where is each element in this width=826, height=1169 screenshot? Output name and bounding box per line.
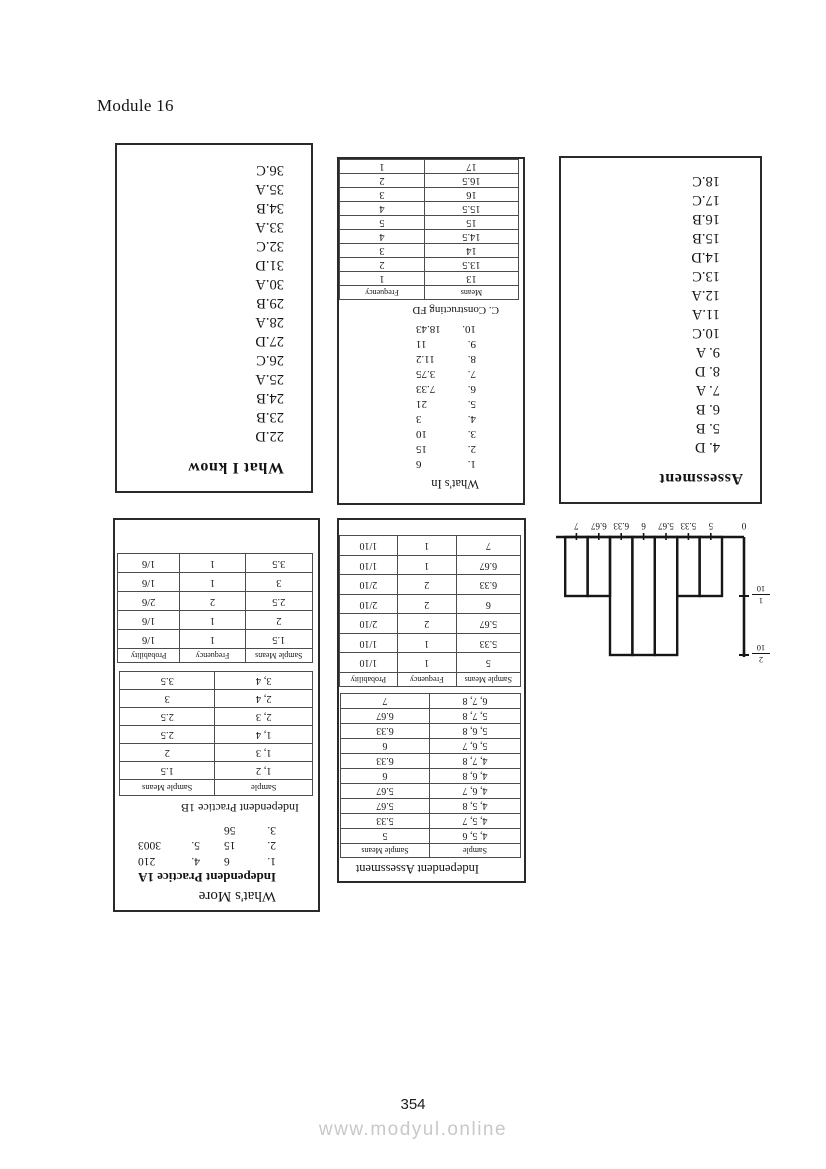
practice-1b-probability-table <box>117 554 313 664</box>
cell-probability: 1/6 <box>118 554 180 573</box>
answer-item: 6. B <box>695 401 720 417</box>
item-number: 7. <box>467 368 476 380</box>
cell-probability: 1/10 <box>340 536 398 556</box>
table-row <box>340 634 521 654</box>
cell-frequency: 1 <box>397 653 456 673</box>
list-item <box>416 396 476 411</box>
table-row <box>341 814 521 829</box>
cell-sample-mean: 6.67 <box>341 709 430 724</box>
cell-frequency: 1 <box>180 611 245 630</box>
list-item <box>416 411 476 426</box>
list-item <box>138 853 200 869</box>
assessment-answers <box>561 171 720 456</box>
list-item <box>416 351 476 366</box>
table-row <box>341 799 521 814</box>
cell-sample-mean: 5.67 <box>341 784 430 799</box>
table-row <box>340 653 521 673</box>
table-row <box>118 592 313 611</box>
cell-probability: 1/10 <box>340 634 398 654</box>
table-row <box>340 272 519 286</box>
item-value: 3.75 <box>416 368 436 380</box>
table-row <box>340 202 519 216</box>
item-number: 9. <box>467 338 476 350</box>
cell-frequency: 5 <box>340 216 425 230</box>
cell-sample: 4, 6, 7 <box>430 784 521 799</box>
cell-sample-mean: 5 <box>341 829 430 844</box>
item-number: 4. <box>467 413 476 425</box>
column-header: Probability <box>340 673 398 687</box>
cell-probability: 2/10 <box>340 595 398 615</box>
svg-text:10: 10 <box>756 643 766 653</box>
list-item <box>416 456 476 471</box>
list-item <box>416 381 476 396</box>
cell-sample: 5, 6, 8 <box>430 724 521 739</box>
list-item <box>416 441 476 456</box>
independent-practice-1a-title: Independent Practice 1A <box>138 870 276 885</box>
column-header: Frequency <box>340 286 425 300</box>
table-row <box>340 188 519 202</box>
cell-sample: 1, 2 <box>215 762 313 780</box>
table-row <box>340 258 519 272</box>
cell-sample-mean: 7 <box>341 694 430 709</box>
fd-table <box>339 159 519 300</box>
answer-item: 22.D <box>255 428 284 444</box>
what-i-know-box <box>115 143 313 493</box>
cell-sample: 5, 7, 8 <box>430 709 521 724</box>
svg-text:10: 10 <box>756 584 766 594</box>
answer-item: 16.B <box>692 211 720 227</box>
item-value: 56 <box>224 824 236 836</box>
cell-frequency: 2 <box>180 592 245 611</box>
cell-frequency: 2 <box>340 258 425 272</box>
cell-frequency: 1 <box>340 272 425 286</box>
cell-sample-mean: 6.67 <box>456 556 520 576</box>
cell-frequency: 1 <box>340 160 425 174</box>
cell-sample-mean: 3 <box>245 573 312 592</box>
cell-frequency: 4 <box>340 202 425 216</box>
table-row <box>120 762 313 780</box>
answer-item: 10.C <box>692 325 720 341</box>
table-row <box>120 708 313 726</box>
item-number: 8. <box>467 353 476 365</box>
item-value: 21 <box>416 398 427 410</box>
answer-item: 34.B <box>256 200 284 216</box>
column-header: Sample Means <box>120 780 216 796</box>
item-number: 6. <box>467 383 476 395</box>
cell-frequency: 3 <box>340 188 425 202</box>
table-row <box>340 160 519 174</box>
cell-sample: 2, 4 <box>215 690 313 708</box>
table-row <box>340 174 519 188</box>
answer-item: 14.D <box>691 249 720 265</box>
cell-sample-mean: 6.33 <box>341 754 430 769</box>
list-item <box>224 853 276 869</box>
cell-sample-mean: 5.33 <box>341 814 430 829</box>
table-row <box>341 694 521 709</box>
answer-item: 33.A <box>255 219 284 235</box>
svg-text:1: 1 <box>758 596 764 606</box>
item-number: 5. <box>191 839 200 852</box>
assessment-content <box>561 158 760 502</box>
cell-sample: 4, 5, 6 <box>430 829 521 844</box>
item-value: 11 <box>416 338 427 350</box>
table-header-row <box>120 780 313 796</box>
cell-sample-mean: 3.5 <box>120 672 216 690</box>
table-row <box>341 784 521 799</box>
svg-text:5.67: 5.67 <box>658 521 674 531</box>
answer-item: 5. B <box>695 420 720 436</box>
cell-sample-mean: 2.5 <box>120 708 216 726</box>
module-title: Module 16 <box>97 96 174 115</box>
cell-frequency: 2 <box>397 575 456 595</box>
cell-sample-mean: 3 <box>120 690 216 708</box>
item-value: 11.2 <box>416 353 435 365</box>
cell-frequency: 1 <box>180 630 245 649</box>
list-item <box>416 426 476 441</box>
answer-item: 17.C <box>692 192 720 208</box>
table-row <box>118 573 313 592</box>
whats-in-items <box>416 321 476 471</box>
column-header: Sample Means <box>341 844 430 858</box>
table-row <box>120 744 313 762</box>
what-i-know-answers <box>117 160 284 445</box>
cell-sample-mean: 6 <box>341 769 430 784</box>
practice-1a-items <box>120 822 276 869</box>
whats-in-title: What's In <box>431 477 479 491</box>
svg-text:6.67: 6.67 <box>590 521 607 531</box>
cell-frequency: 2 <box>340 174 425 188</box>
item-number: 2. <box>267 839 276 852</box>
table-row <box>341 829 521 844</box>
cell-sample-mean: 6 <box>341 739 430 754</box>
watermark: www.modyul.online <box>318 1119 508 1140</box>
cell-sample-mean: 5.67 <box>456 614 520 634</box>
answer-item: 13.C <box>692 268 720 284</box>
answer-item: 27.D <box>255 333 284 349</box>
cell-sample-mean: 1.5 <box>245 630 312 649</box>
table-header-row <box>340 673 521 687</box>
cell-frequency: 1 <box>180 573 245 592</box>
cell-probability: 1/6 <box>118 611 180 630</box>
sample-means-histogram <box>552 512 790 684</box>
answer-item: 28.A <box>255 314 284 330</box>
cell-sample: 4, 6, 8 <box>430 769 521 784</box>
answer-item: 29.B <box>256 295 284 311</box>
what-i-know-content <box>117 145 311 491</box>
item-number: 4. <box>191 855 200 867</box>
svg-text:5.33: 5.33 <box>680 521 697 531</box>
answer-item: 15.B <box>692 230 720 246</box>
item-number: 3. <box>467 428 476 440</box>
column-header: Sample Means <box>456 673 520 687</box>
item-number: 10. <box>462 323 476 335</box>
whats-in-box <box>337 157 525 505</box>
independent-assessment-box <box>337 518 526 883</box>
table-header-row <box>118 649 313 663</box>
list-item <box>224 837 276 853</box>
cell-frequency: 1 <box>397 634 456 654</box>
answer-item: 24.B <box>256 390 284 406</box>
svg-text:7: 7 <box>574 521 579 531</box>
item-value: 6 <box>416 458 422 470</box>
cell-sample: 4, 5, 7 <box>430 814 521 829</box>
cell-sample: 5, 6, 7 <box>430 739 521 754</box>
cell-sample-mean: 1.5 <box>120 762 216 780</box>
what-i-know-title: What I know <box>187 459 284 476</box>
independent-practice-1b-title: Independent Practice 1B <box>181 801 299 816</box>
table-row <box>341 739 521 754</box>
table-row <box>341 724 521 739</box>
item-value: 6 <box>224 855 230 867</box>
column-header: Probability <box>118 649 180 663</box>
item-number: 1. <box>267 855 276 867</box>
cell-sample: 6, 7, 8 <box>430 694 521 709</box>
cell-sample: 4, 5, 8 <box>430 799 521 814</box>
cell-sample-mean: 7 <box>456 536 520 556</box>
table-header-row <box>341 844 521 858</box>
answer-item: 23.B <box>256 409 284 425</box>
table-row <box>340 614 521 634</box>
assessment-title: Assessment <box>658 470 743 487</box>
cell-probability: 1/6 <box>118 630 180 649</box>
cell-probability: 1/10 <box>340 556 398 576</box>
answer-item: 32.C <box>256 238 284 254</box>
cell-probability: 2/6 <box>118 592 180 611</box>
cell-probability: 2/10 <box>340 614 398 634</box>
column-header: Sample <box>430 844 521 858</box>
answer-item: 36.C <box>256 162 284 178</box>
independent-assessment-probability-table <box>339 536 521 688</box>
table-row <box>341 709 521 724</box>
cell-means: 17 <box>424 160 518 174</box>
cell-frequency: 1 <box>397 556 456 576</box>
cell-frequency: 1 <box>397 536 456 556</box>
table-row <box>341 754 521 769</box>
item-number: 2. <box>467 443 476 455</box>
independent-assessment-content <box>339 520 524 881</box>
cell-sample-mean: 3.5 <box>245 554 312 573</box>
item-value: 15 <box>416 443 427 455</box>
list-item <box>416 321 476 336</box>
answer-item: 26.C <box>256 352 284 368</box>
practice-1b-sample-table <box>119 672 313 797</box>
answer-item: 18.C <box>692 173 720 189</box>
answer-item: 31.D <box>255 257 284 273</box>
table-row <box>340 556 521 576</box>
cell-sample-mean: 6.33 <box>341 724 430 739</box>
list-item <box>224 822 276 838</box>
histogram-svg <box>552 512 790 684</box>
table-row <box>340 575 521 595</box>
answer-item: 8. D <box>695 363 720 379</box>
cell-sample: 1, 4 <box>215 726 313 744</box>
svg-text:2: 2 <box>758 655 764 665</box>
cell-sample: 3, 4 <box>215 672 313 690</box>
answer-item: 35.A <box>255 181 284 197</box>
independent-assessment-sample-table <box>340 693 521 858</box>
assessment-box <box>559 156 762 504</box>
table-row <box>118 630 313 649</box>
column-header: Sample <box>215 780 313 796</box>
whats-in-content <box>339 159 523 503</box>
table-row <box>340 595 521 615</box>
page-number: 354 <box>400 1096 426 1113</box>
cell-probability: 1/10 <box>340 653 398 673</box>
cell-sample-mean: 2 <box>245 611 312 630</box>
answer-item: 7. A <box>695 382 720 398</box>
cell-frequency: 2 <box>397 595 456 615</box>
column-header: Frequency <box>180 649 245 663</box>
item-value: 15 <box>224 839 236 852</box>
item-value: 3 <box>416 413 422 425</box>
cell-sample-mean: 5.33 <box>456 634 520 654</box>
constructing-fd-label: C. Constructing FD <box>412 304 499 316</box>
table-row <box>120 690 313 708</box>
cell-sample-mean: 6 <box>456 595 520 615</box>
list-item <box>416 366 476 381</box>
cell-probability: 1/6 <box>118 573 180 592</box>
cell-sample-mean: 5.67 <box>341 799 430 814</box>
whats-more-content <box>115 520 318 910</box>
table-row <box>118 611 313 630</box>
cell-sample-mean: 5 <box>456 653 520 673</box>
table-header-row <box>340 286 519 300</box>
cell-means: 16 <box>424 188 518 202</box>
cell-sample-mean: 2.5 <box>120 726 216 744</box>
answer-item: 25.A <box>255 371 284 387</box>
item-value: 7.33 <box>416 383 436 395</box>
table-row <box>341 769 521 784</box>
table-row <box>120 726 313 744</box>
cell-sample-mean: 2 <box>120 744 216 762</box>
table-row <box>340 244 519 258</box>
list-item <box>138 837 200 853</box>
item-number: 5. <box>467 398 476 410</box>
item-value: 10 <box>416 428 427 440</box>
cell-means: 15 <box>424 216 518 230</box>
whats-more-title: What's More <box>198 888 276 904</box>
list-item <box>416 336 476 351</box>
cell-means: 15.5 <box>424 202 518 216</box>
svg-text:0: 0 <box>741 520 747 530</box>
whats-more-box <box>113 518 320 912</box>
cell-sample: 1, 3 <box>215 744 313 762</box>
cell-frequency: 1 <box>180 554 245 573</box>
item-number: 1. <box>467 458 476 470</box>
answer-item: 9. A <box>695 344 720 360</box>
column-header: Frequency <box>397 673 456 687</box>
cell-frequency: 4 <box>340 230 425 244</box>
item-value: 210 <box>138 855 156 867</box>
cell-sample-mean: 2.5 <box>245 592 312 611</box>
answer-item: 12.A <box>691 287 720 303</box>
cell-means: 13 <box>424 272 518 286</box>
table-row <box>340 216 519 230</box>
answer-item: 4. D <box>695 439 720 455</box>
answer-item: 30.A <box>255 276 284 292</box>
svg-text:6.33: 6.33 <box>613 521 630 531</box>
cell-means: 16.5 <box>424 174 518 188</box>
answer-item: 11.A <box>691 306 720 322</box>
independent-assessment-title: Independent Assessment <box>355 862 479 876</box>
svg-text:5: 5 <box>708 521 714 531</box>
cell-sample: 4, 7, 8 <box>430 754 521 769</box>
cell-means: 14 <box>424 244 518 258</box>
table-row <box>118 554 313 573</box>
cell-frequency: 2 <box>397 614 456 634</box>
column-header: Means <box>424 286 518 300</box>
item-number: 3. <box>267 824 276 836</box>
table-row <box>120 672 313 690</box>
item-value: 18.43 <box>416 323 441 335</box>
cell-sample: 2, 3 <box>215 708 313 726</box>
table-row <box>340 536 521 556</box>
cell-frequency: 3 <box>340 244 425 258</box>
cell-probability: 2/10 <box>340 575 398 595</box>
cell-means: 14.5 <box>424 230 518 244</box>
cell-sample-mean: 6.33 <box>456 575 520 595</box>
item-value: 3003 <box>138 839 161 852</box>
column-header: Sample Means <box>245 649 312 663</box>
cell-means: 13.5 <box>424 258 518 272</box>
svg-text:6: 6 <box>641 521 646 531</box>
table-row <box>340 230 519 244</box>
